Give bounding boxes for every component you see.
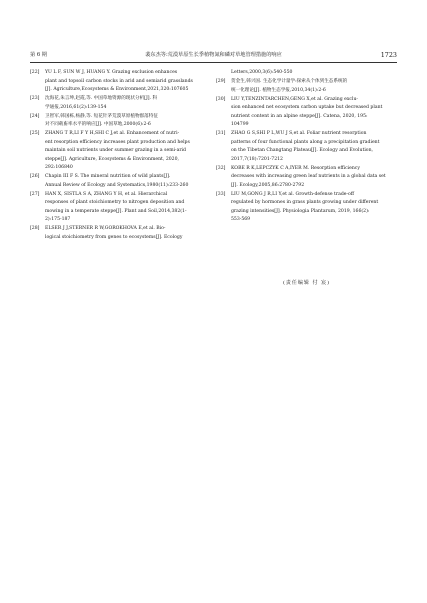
reference-entry — [30, 113, 211, 130]
reference-entry — [216, 165, 397, 191]
reference-number: [24] — [30, 113, 40, 119]
reference-number: [25] — [30, 131, 40, 136]
reference-text: LIU Y,TENZINTARCHEN,GENG X,et al. Grazing exclu- sion enhanced net ecosystem carbon uptake but decreased plant nutrient content in an alpine steppe[J]. Catena, 2020, 195: 104799 — [231, 96, 383, 127]
reference-entry — [216, 130, 397, 164]
reference-entry — [30, 173, 211, 190]
reference-number: [29] — [216, 79, 226, 84]
page-number: 1723 — [380, 51, 397, 59]
reference-number: [31] — [216, 131, 226, 136]
reference-text: Chapin III F S. The mineral nutrition of wild plants[J]. Annual Review of Ecology and Systematics,1980(11):233-260 — [45, 174, 189, 188]
reference-number: [33] — [216, 191, 226, 197]
running-title: 裴东杰等:荒漠草原生长季植物氮和磷对草地管理措施的响应 — [145, 52, 282, 58]
issue-label: 第 6 期 — [30, 52, 47, 58]
reference-entry — [216, 96, 397, 130]
header-rule — [30, 62, 397, 63]
reference-text: KOBE R K,LEPCZYK C A,IYER M. Resorption efficiency decreases with increasing green leaf nutrients in a global data set [J]. Ecology,2005,86:2780-2792 — [231, 165, 386, 188]
reference-entry — [30, 130, 211, 173]
reference-text: ELSER J J,STERNER R W,GOROKHOVA E,et al. Bio- logical stoichiometry from genes to ecosystems[J]. Ecology — [45, 226, 183, 240]
reference-text: ZHANG T R,LI F Y H,SHI C J,et al. Enhancement of nutri- ent resorption efficiency increases plant production and helps maintain soil nutrients under summer grazing in a semi-arid steppe[J]. Agriculture, Ecosystems & Environment, 2020, 292:106840 — [45, 131, 190, 170]
reference-entry — [30, 225, 211, 242]
references-right-column — [216, 69, 397, 225]
reference-number: [28] — [30, 226, 40, 231]
running-header — [30, 49, 397, 61]
references-left-column — [30, 69, 211, 243]
reference-text: ZHAO G S,SHI P L,WU J S,et al. Foliar nutrient resorption patterns of four functional plants along a precipitation gradient on the Tibetan Changtang Plateau[J]. Ecology and Evolution, 2017,7(18):7201-7212 — [231, 131, 380, 162]
reference-entry — [30, 95, 211, 112]
reference-entry — [30, 69, 211, 95]
reference-text: LIU M,GONG J R,LI Y,et al. Growth-defense trade-off regulated by hormones in grass plants growing under different grazing intensities[J]. Physiologia Plantarum, 2019, 166(2): 553-569 — [231, 191, 379, 222]
reference-text: 沈海花,朱言坤,赵霞,等. 中国草地资源的现状分析[J]. 科 学通报,2016,61(2):139-154 — [45, 96, 158, 110]
reference-number: [30] — [216, 96, 226, 102]
reference-text: 卫智军,韩国栋,杨静,等. 短花针茅荒漠草原植物群落特征 对不同载畜率水平的响应[J]. 中国草地,2000(6):2-6 — [45, 113, 158, 127]
reference-entry — [30, 191, 211, 225]
reference-number: [32] — [216, 165, 226, 171]
reference-number: [27] — [30, 191, 40, 197]
reference-text: HAN X, SISTLA S A, ZHANG Y H, et al. Hierarchical responses of plant stoichiometry to nitrogen deposition and mowing in a temperate steppe[J]. Plant and Soil,2014,382(1- 2):175-187 — [45, 191, 187, 222]
reference-text: 贺金生,韩兴国. 生态化学计量学:探索从个体到生态系统的 统一化理论[J]. 植物生态学报,2010,34(1):2-6 — [231, 79, 348, 93]
reference-continuation: Letters,2000,3(6):540-550 — [231, 70, 293, 75]
editor-note: (责任编辑 付 宸) — [282, 280, 331, 286]
reference-number: [23] — [30, 96, 40, 101]
reference-text: YU L F, SUN W J, HUANG Y. Grazing exclusion enhances plant and topsoil carbon stocks in arid and semiarid grasslands [J]. Agriculture,Ecosystems & Environment,2021,320:107605 — [45, 70, 193, 92]
reference-entry — [216, 78, 397, 95]
reference-number: [26] — [30, 174, 40, 179]
reference-entry — [216, 191, 397, 225]
reference-number: [22] — [30, 70, 40, 75]
